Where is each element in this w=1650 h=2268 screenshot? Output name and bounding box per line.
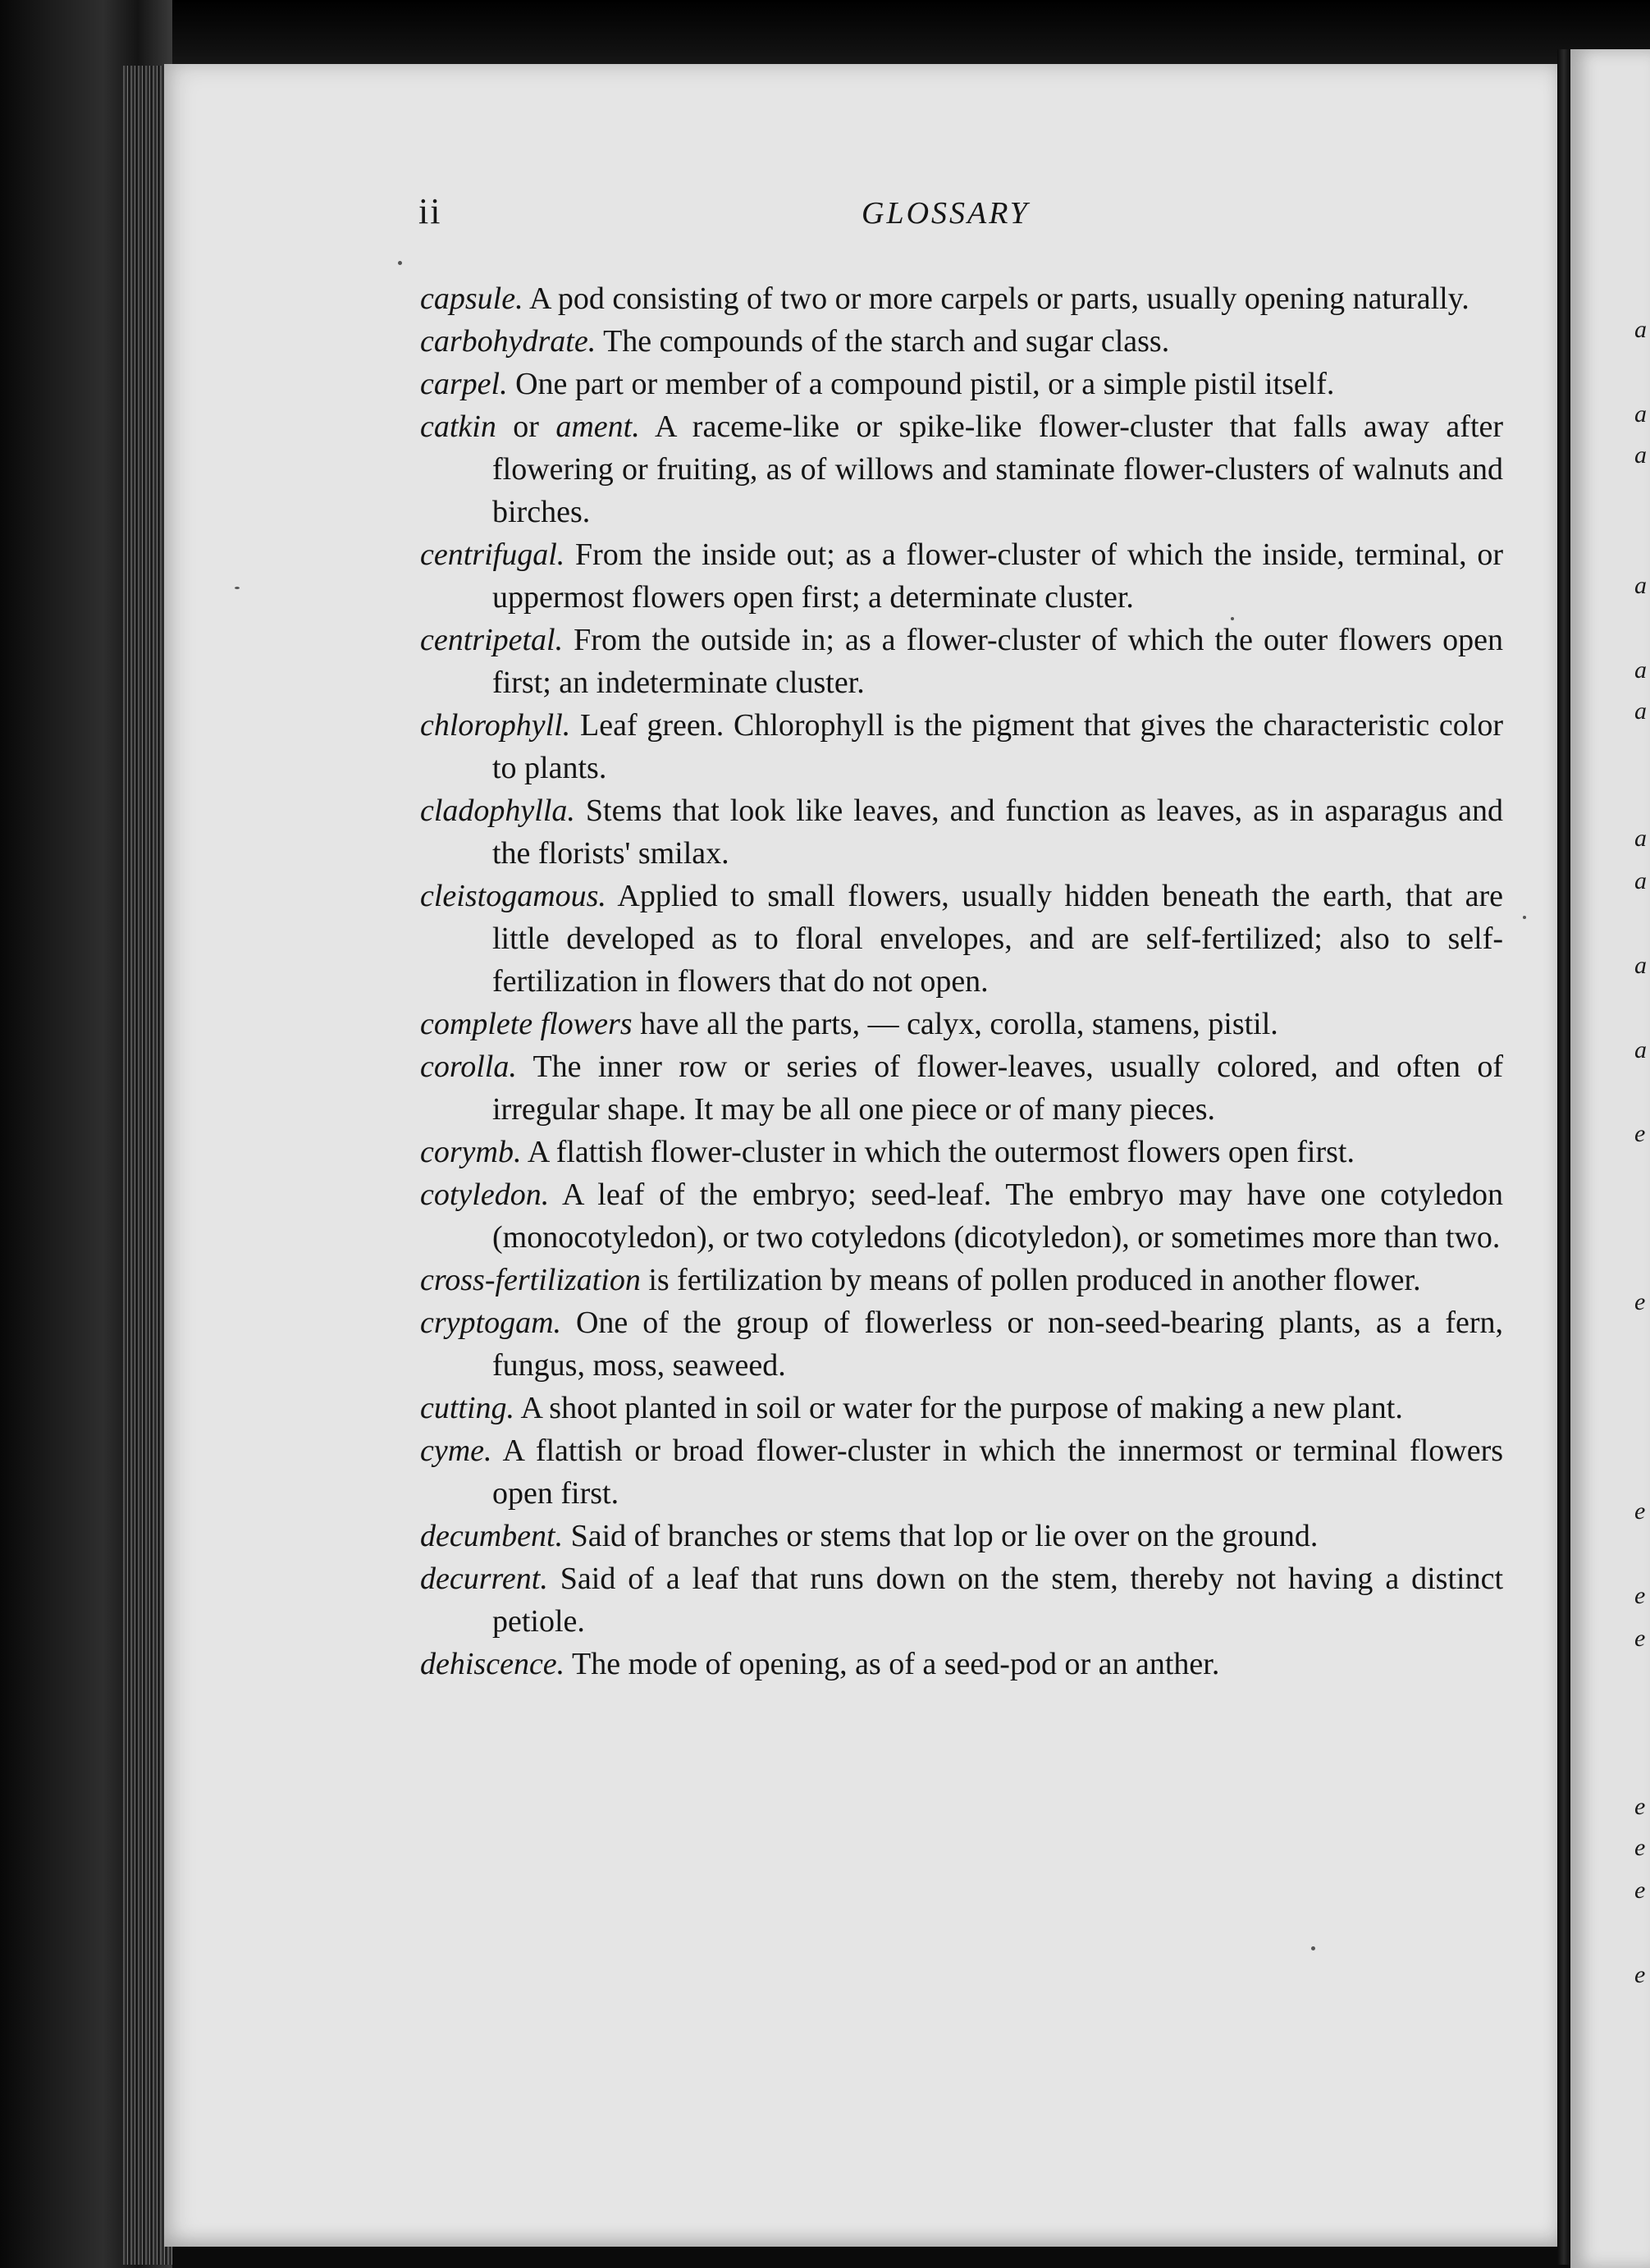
facing-page-letter: e xyxy=(1634,1877,1646,1904)
scan-speck xyxy=(1523,916,1526,919)
glossary-term: corolla. xyxy=(420,1049,517,1084)
glossary-term: carbohydrate. xyxy=(420,324,596,359)
facing-page-letter: e xyxy=(1634,1961,1646,1988)
facing-page-letter: a xyxy=(1634,825,1647,852)
facing-page-letter: a xyxy=(1634,441,1647,469)
scan-speck xyxy=(398,261,402,265)
facing-page-letter: a xyxy=(1634,697,1647,725)
glossary-definition: A raceme-like or spike-like flower-cluster that falls away after flowering or fruiting, as of willows and staminate flower-clusters of walnuts and birches. xyxy=(492,409,1504,529)
glossary-entry xyxy=(420,1131,1503,1173)
glossary-entry xyxy=(420,1301,1503,1387)
facing-page-letter: a xyxy=(1634,656,1647,684)
glossary-definition: Stems that look like leaves, and function as leaves, as in asparagus and the florists' smilax. xyxy=(492,793,1503,871)
glossary-definition: The compounds of the starch and sugar class. xyxy=(603,324,1170,359)
facing-page-letter: a xyxy=(1634,867,1647,894)
glossary-definition: One of the group of flowerless or non-seed-bearing plants, as a fern, fungus, moss, seaweed. xyxy=(492,1305,1504,1383)
glossary-entry xyxy=(420,704,1503,789)
glossary-entries xyxy=(420,277,1503,1685)
glossary-term: capsule. xyxy=(420,281,523,316)
glossary-definition: One part or member of a compound pistil, or a simple pistil itself. xyxy=(515,367,1335,401)
glossary-entry xyxy=(420,405,1503,533)
page-title: GLOSSARY xyxy=(862,196,1030,231)
glossary-term: cross-fertilization xyxy=(420,1263,641,1297)
glossary-entry xyxy=(420,1515,1503,1557)
glossary-entry xyxy=(420,1173,1503,1259)
facing-page-letter: a xyxy=(1634,316,1647,343)
glossary-term-alternate: ament. xyxy=(555,409,640,444)
glossary-entry xyxy=(420,1557,1503,1643)
glossary-definition: Said of branches or stems that lop or lie over on the ground. xyxy=(570,1519,1319,1553)
glossary-term: cyme. xyxy=(420,1434,492,1468)
glossary-entry xyxy=(420,789,1503,875)
glossary-term: chlorophyll. xyxy=(420,708,571,743)
glossary-term: centripetal. xyxy=(420,623,564,657)
glossary-entry xyxy=(420,875,1503,1003)
glossary-definition: have all the parts, — calyx, corolla, stamens, pistil. xyxy=(640,1007,1278,1041)
glossary-definition: The inner row or series of flower-leaves, usually colored, and often of irregular shape. It may be all one piece or of many pieces. xyxy=(492,1049,1503,1127)
glossary-entry xyxy=(420,1259,1503,1301)
glossary-term: centrifugal. xyxy=(420,537,565,572)
glossary-definition: Said of a leaf that runs down on the stem, thereby not having a distinct petiole. xyxy=(492,1562,1504,1639)
facing-page-letter: e xyxy=(1634,1582,1646,1609)
glossary-entry xyxy=(420,1429,1503,1515)
glossary-term: decumbent. xyxy=(420,1519,564,1553)
glossary-entry xyxy=(420,1643,1503,1685)
glossary-definition: A shoot planted in soil or water for the purpose of making a new plant. xyxy=(520,1391,1403,1425)
glossary-term: complete flowers xyxy=(420,1007,633,1041)
glossary-entry xyxy=(420,1387,1503,1429)
glossary-term: cladophylla. xyxy=(420,793,575,828)
facing-page-letter: a xyxy=(1634,1036,1647,1063)
glossary-term: decurrent. xyxy=(420,1562,548,1596)
scan-speck xyxy=(235,587,240,589)
glossary-definition: A pod consisting of two or more carpels or parts, usually opening naturally. xyxy=(528,281,1469,316)
glossary-definition: A leaf of the embryo; seed-leaf. The embryo may have one cotyledon (monocotyledon), or two cotyledons (dicotyledon), or sometimes more than two. xyxy=(492,1177,1503,1255)
glossary-definition: The mode of opening, as of a seed-pod or an anther. xyxy=(572,1647,1220,1681)
facing-page-letter: a xyxy=(1634,400,1647,428)
facing-page-letter: e xyxy=(1634,1625,1646,1652)
running-head xyxy=(418,190,1501,240)
glossary-term: carpel. xyxy=(420,367,508,401)
glossary-entry xyxy=(420,320,1503,363)
glossary-definition: is fertilization by means of pollen produced in another flower. xyxy=(648,1263,1421,1297)
glossary-term: corymb. xyxy=(420,1135,522,1169)
facing-page-letter: e xyxy=(1634,1498,1646,1525)
glossary-term: cleistogamous. xyxy=(420,879,606,913)
glossary-term: cryptogam. xyxy=(420,1305,562,1340)
glossary-term: dehiscence. xyxy=(420,1647,565,1681)
glossary-definition: Leaf green. Chlorophyll is the pigment that gives the characteristic color to plants. xyxy=(492,708,1504,785)
facing-page xyxy=(1570,49,1650,2268)
top-shadow xyxy=(0,0,1650,74)
facing-page-letter: e xyxy=(1634,1834,1646,1861)
glossary-definition: A flattish or broad flower-cluster in which the innermost or terminal flowers open first. xyxy=(492,1434,1504,1511)
glossary-definition: From the outside in; as a flower-cluster of which the outer flowers open first; an indeterminate cluster. xyxy=(492,623,1504,700)
glossary-definition: Applied to small flowers, usually hidden beneath the earth, that are little developed as to floral envelopes, and are self-fertilized; also to self-fertilization in flowers that do not open. xyxy=(492,879,1504,999)
facing-page-letter: a xyxy=(1634,952,1647,979)
page-number: ii xyxy=(418,191,442,231)
facing-page-letter: a xyxy=(1634,572,1647,599)
glossary-entry xyxy=(420,1045,1503,1131)
glossary-term: cotyledon. xyxy=(420,1177,550,1212)
glossary-term: cutting. xyxy=(420,1391,515,1425)
glossary-entry xyxy=(420,363,1503,405)
facing-page-letter: e xyxy=(1634,1120,1646,1147)
glossary-connector: or xyxy=(513,409,539,444)
glossary-entry xyxy=(420,533,1503,619)
glossary-definition: A flattish flower-cluster in which the outermost flowers open first. xyxy=(527,1135,1355,1169)
facing-page-letter: e xyxy=(1634,1288,1646,1315)
glossary-definition: From the inside out; as a flower-cluster of which the inside, terminal, or uppermost flowers open first; a determinate cluster. xyxy=(492,537,1503,615)
center-gutter xyxy=(1557,49,1570,2265)
glossary-entry xyxy=(420,619,1503,704)
scan-speck xyxy=(1311,1946,1315,1950)
glossary-entry xyxy=(420,277,1503,320)
glossary-term: catkin xyxy=(420,409,496,444)
glossary-entry xyxy=(420,1003,1503,1045)
facing-page-letter: e xyxy=(1634,1793,1646,1820)
